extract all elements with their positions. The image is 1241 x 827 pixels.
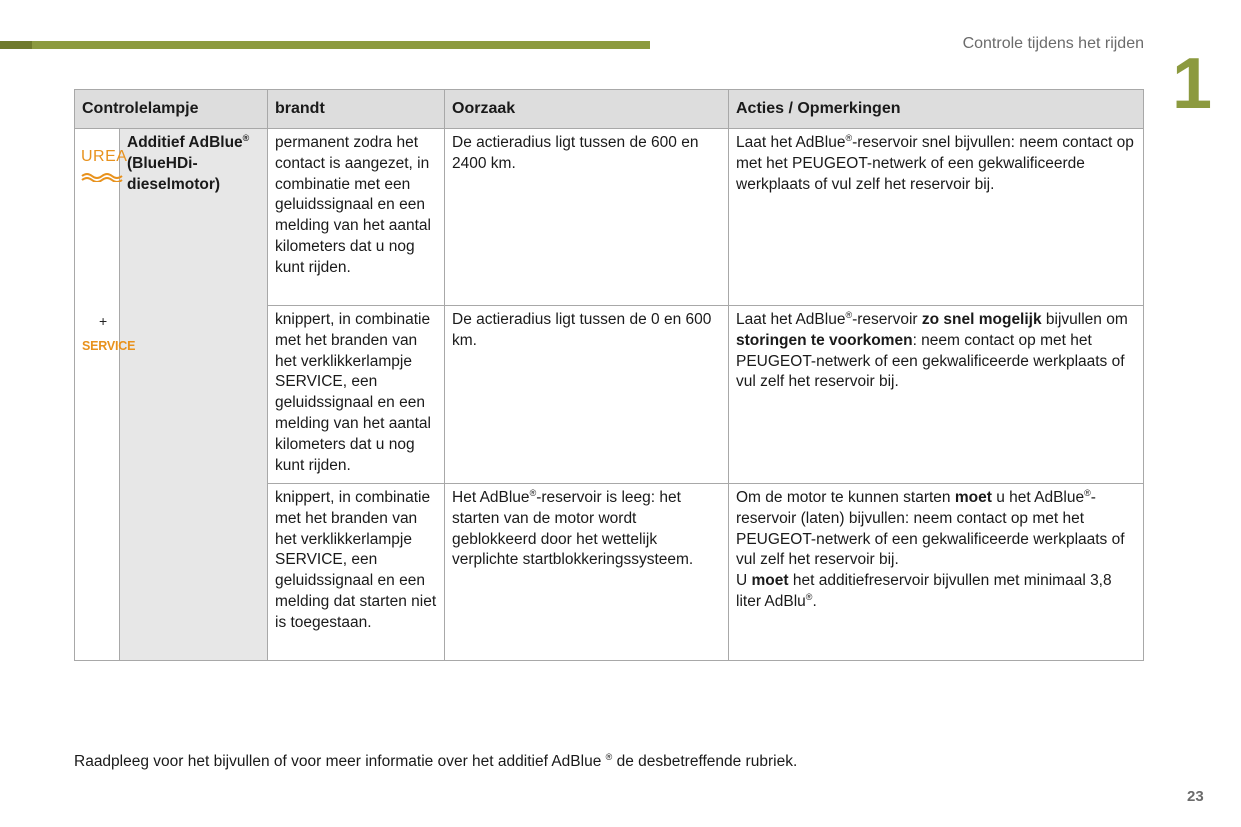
brandt-cell: knippert, in combinatie met het branden van het verklikkerlampje SERVICE, een geluidssignaal en een melding dat starten niet is toegestaan. <box>268 484 445 661</box>
acties-text: Laat het AdBlue <box>736 134 846 151</box>
urea-warning-icon <box>81 147 127 189</box>
acties-cell <box>729 484 1144 661</box>
registered-mark: ® <box>845 309 853 320</box>
acties-text: het additiefreservoir bijvullen met minimaal 3,8 liter AdBlu <box>736 572 1112 610</box>
header-oorzaak: Oorzaak <box>445 90 729 129</box>
registered-mark: ® <box>805 591 813 602</box>
acties-emphasis: zo snel mogelijk <box>921 311 1042 328</box>
footnote-text: de desbetreffende rubriek. <box>612 753 798 770</box>
acties-text: -reservoir (laten) bijvullen: neem contact op met het PEUGEOT-netwerk of een gekwalificeerde werkplaats of vul zelf het reservoir bij. <box>736 489 1125 569</box>
header-accent-bar <box>0 41 650 49</box>
service-warning-icon: SERVICE <box>82 339 136 353</box>
page-number: 23 <box>1187 788 1204 805</box>
acties-text: U <box>736 572 752 590</box>
plus-sign: + <box>99 313 108 329</box>
oorzaak-cell: De actieradius ligt tussen de 0 en 600 km. <box>445 306 729 484</box>
lamp-name: Additief AdBlue <box>127 134 243 151</box>
header-accent-bar-dark <box>0 41 32 49</box>
acties-cell <box>729 129 1144 306</box>
acties-text: : neem contact op met het PEUGEOT-netwerk of een gekwalificeerde werkplaats of vul zelf het reservoir bij. <box>736 331 1125 391</box>
acties-text: . <box>812 592 817 610</box>
chapter-number: 1 <box>1172 44 1213 124</box>
registered-mark: ® <box>845 132 853 143</box>
acties-text: -reservoir <box>852 311 922 328</box>
acties-cell <box>729 306 1144 484</box>
section-title: Controle tijdens het rijden <box>962 35 1144 52</box>
registered-mark: ® <box>1084 487 1091 498</box>
registered-mark: ® <box>242 132 250 143</box>
table-header-row <box>75 90 1144 129</box>
acties-text: Om de motor te kunnen starten <box>736 489 955 506</box>
oorzaak-cell: De actieradius ligt tussen de 600 en 2400 km. <box>445 129 729 306</box>
acties-emphasis: storingen te voorkomen <box>736 331 913 349</box>
acties-text: u het AdBlue <box>991 489 1085 506</box>
oorzaak-text: Het AdBlue <box>452 489 530 506</box>
urea-label: UREA <box>81 148 128 165</box>
lamp-name-cell <box>120 129 268 661</box>
header-brandt: brandt <box>268 90 445 129</box>
table-row <box>75 129 1144 306</box>
warning-lamp-table <box>74 89 1144 661</box>
acties-text: bijvullen om <box>1041 311 1128 328</box>
header-controlelampje: Controlelampje <box>75 90 268 129</box>
lamp-name-engine: (BlueHDi-dieselmotor) <box>127 154 221 193</box>
footnote-text: Raadpleeg voor het bijvullen of voor meer informatie over het additief AdBlue <box>74 753 602 770</box>
acties-text: Laat het AdBlue <box>736 311 846 328</box>
registered-mark: ® <box>529 487 537 498</box>
brandt-cell: knippert, in combinatie met het branden van het verklikkerlampje SERVICE, een geluidssignaal en een melding van het aantal kilometers dat u nog kunt rijden. <box>268 306 445 484</box>
header-acties: Acties / Opmerkingen <box>729 90 1144 129</box>
footnote <box>74 753 797 771</box>
oorzaak-text: -reservoir is leeg: het starten van de motor wordt geblokkeerd door het wettelijk verplichte startblokkeringssysteem. <box>452 489 694 569</box>
acties-text: -reservoir snel bijvullen: neem contact op met het PEUGEOT-netwerk of een gekwalificeerde werkplaats of vul zelf het reservoir bij. <box>736 134 1134 193</box>
liquid-wave-icon <box>81 172 125 182</box>
lamp-icon-cell <box>75 129 136 661</box>
acties-emphasis: moet <box>954 489 992 506</box>
registered-mark: ® <box>605 751 613 762</box>
brandt-cell: permanent zodra het contact is aangezet, in combinatie met een geluidssignaal en een melding van het aantal kilometers dat u nog kunt rijden. <box>268 129 445 306</box>
oorzaak-cell <box>445 484 729 661</box>
acties-emphasis: moet <box>751 572 789 590</box>
